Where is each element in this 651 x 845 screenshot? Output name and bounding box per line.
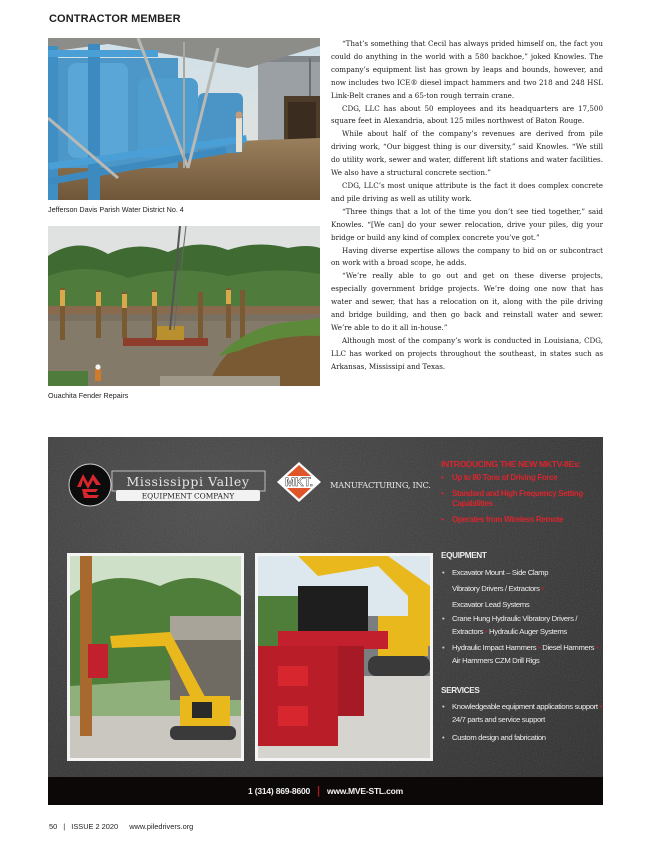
- photo-caption: Jefferson Davis Parish Water District No. 4: [48, 205, 184, 214]
- services-heading: SERVICES: [441, 686, 480, 695]
- article-paragraph: “We’re really able to go out and get on these diverse projects, especially government bridge projects. We’re doing one now that has water and sewer, that has a relocation on it, along with the pile driving and bridge building, and then go back and reinstall water and sewer. We’re able to do it all in-house.”: [331, 271, 603, 332]
- ad-photo-vibratory-driver: [255, 553, 433, 761]
- product-feature: • Up to 80 Tons of Driving Force: [441, 473, 601, 484]
- service-item-label: 24/7 parts and service support: [452, 715, 545, 724]
- equipment-item: [441, 597, 603, 613]
- separator-dot: •: [538, 643, 541, 653]
- equipment-item: [441, 565, 603, 581]
- ad-photo-excavator-pile: [67, 553, 244, 761]
- service-item-label: Knowledgeable equipment applications support: [452, 702, 598, 711]
- issue-label: ISSUE 2 2020: [71, 822, 119, 831]
- product-intro: [441, 459, 601, 530]
- page-folio: [49, 822, 197, 831]
- services-list: [441, 686, 603, 746]
- ad-phone[interactable]: 1 (314) 869-8600: [248, 786, 311, 796]
- photo-fender-repairs: [48, 226, 320, 386]
- mkt-manufacturing-text: MANUFACTURING, INC.: [330, 480, 431, 490]
- service-item: [441, 730, 603, 746]
- page-number: 50: [49, 822, 58, 831]
- mkt-logo: [277, 462, 321, 507]
- folio-website-link[interactable]: www.piledrivers.org: [129, 822, 194, 831]
- article-body: [331, 38, 603, 374]
- mve-subtitle: EQUIPMENT COMPANY: [141, 491, 235, 501]
- article-paragraph: CDG, LLC has about 50 employees and its headquarters are 17,500 square feet in Alexandria, about 125 miles northwest of Baton Rouge.: [331, 103, 603, 126]
- ad-contact-bar: [48, 777, 603, 805]
- advertisement: [48, 437, 603, 805]
- service-item-label: Custom design and fabrication: [452, 733, 546, 742]
- equipment-item-label: Air Hammers CZM Drill Rigs: [452, 656, 540, 666]
- mkt-mark: MKT.: [285, 475, 313, 489]
- ad-separator: |: [317, 785, 320, 797]
- ad-website-link[interactable]: www.MVE-STL.com: [326, 786, 403, 796]
- article-paragraph: While about half of the company’s revenues are derived from pile driving work, “Our biggest thing is our diversity,” said Knowles. “We still do utility work, sewer and water, different lift stations and water facilities. We also have a structural concrete section.”: [331, 129, 603, 178]
- equipment-list: [441, 551, 603, 670]
- folio-separator: |: [63, 822, 66, 831]
- equipment-item-label: Diesel Hammers: [542, 643, 595, 653]
- equipment-item-label: Vibratory Drivers / Extractors: [452, 583, 540, 593]
- separator-dot: •: [541, 583, 544, 593]
- product-feature: • Operates from Wireless Remote: [441, 515, 601, 526]
- photo-water-district: [48, 38, 320, 200]
- equipment-item-label: Excavator Lead Systems: [452, 599, 530, 609]
- separator-dot: •: [599, 702, 602, 711]
- equipment-item: [441, 581, 603, 597]
- equipment-item: [441, 612, 603, 638]
- article-paragraph: CDG, LLC’s most unique attribute is the fact it does complex concrete and pile driving as well as utility work.: [331, 180, 603, 203]
- mve-logo: [68, 461, 268, 514]
- water-plant-illustration: [48, 38, 320, 200]
- separator-dot: •: [595, 643, 599, 653]
- equipment-heading: EQUIPMENT: [441, 551, 487, 560]
- separator-dot: •: [484, 627, 488, 637]
- service-item: [441, 700, 603, 726]
- equipment-item-label: Excavator Mount – Side Clamp: [452, 568, 549, 577]
- equipment-item-label: Hydraulic Auger Systems: [489, 627, 567, 637]
- river-illustration: [48, 226, 320, 386]
- product-feature: • Standard and High Frequency Setting Capabilities: [441, 489, 601, 510]
- photo-caption: Ouachita Fender Repairs: [48, 391, 129, 400]
- article-paragraph: Having diverse expertise allows the company to bid on or subcontract on work with a broad scope, he adds.: [331, 245, 603, 268]
- article-paragraph: “Three things that a lot of the time you don’t see tied together,” said Knowles. “[We can] do your sewer relocation, drive your piles, dig your bridge or build any kind of complex concrete you’ve got.”: [331, 206, 603, 242]
- article-paragraph: Although most of the company’s work is conducted in Louisiana, CDG, LLC has worked on projects throughout the southeast, in states such as Arkansas, Mississipi and Texas.: [331, 335, 603, 371]
- product-intro-title: INTRODUCING THE NEW MKTV-8Es:: [441, 459, 581, 469]
- mve-name: Mississippi Valley: [126, 474, 250, 489]
- section-label: CONTRACTOR MEMBER: [49, 13, 181, 25]
- equipment-item-label: Hydraulic Impact Hammers: [452, 643, 537, 653]
- article-paragraph: “That’s something that Cecil has always prided himself on, the fact you could do anything in the world with a 580 backhoe,” joked Knowles. The company’s equipment list has grown by leaps and bounds, however, and now includes two ICE® diesel impact hammers and two 218 and 248 HSL Link-Belt cranes and a 65-ton rough terrain crane.: [331, 39, 603, 100]
- equipment-item-label: Crane Hung Hydraulic Vibratory Drivers / Extractors: [452, 614, 578, 637]
- equipment-item: [441, 641, 603, 667]
